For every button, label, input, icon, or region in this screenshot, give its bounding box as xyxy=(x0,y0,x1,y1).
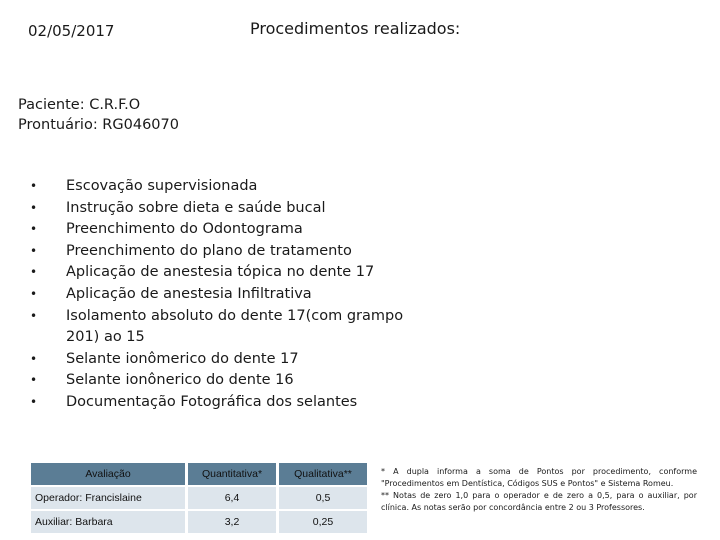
patient-name: Paciente: C.R.F.O xyxy=(18,97,141,113)
bullet-icon: • xyxy=(30,222,38,237)
cell-quantitative: 6,4 xyxy=(188,487,276,509)
procedure-text: Isolamento absoluto do dente 17(com grampo 201) ao 15 xyxy=(66,307,404,346)
bullet-icon: • xyxy=(30,308,38,323)
list-item xyxy=(30,306,430,349)
bullet-icon: • xyxy=(30,394,38,409)
cell-qualitative: 0,5 xyxy=(279,487,367,509)
list-item xyxy=(30,284,430,306)
cell-qualitative: 0,25 xyxy=(279,511,367,533)
patient-record: Prontuário: RG046070 xyxy=(18,117,179,133)
footnote-qualitative: ** Notas de zero 1,0 para o operador e de zero a 0,5, para o auxiliar, por clínica. As notas serão por concordância entre 2 ou 3 Professores. xyxy=(381,491,697,512)
procedure-list xyxy=(30,176,430,414)
header-cell-qualitative: Qualitativa** xyxy=(279,463,367,485)
list-item xyxy=(30,219,430,241)
date-label: 02/05/2017 xyxy=(28,22,115,40)
procedure-text: Preenchimento do Odontograma xyxy=(66,221,303,238)
list-item xyxy=(30,241,430,263)
table-header-row xyxy=(31,463,367,485)
list-item xyxy=(30,370,430,392)
list-item xyxy=(30,392,430,414)
bullet-icon: • xyxy=(30,200,38,215)
bullet-icon: • xyxy=(30,373,38,388)
header-cell-evaluation: Avaliação xyxy=(31,463,185,485)
procedure-text: Preenchimento do plano de tratamento xyxy=(66,242,352,259)
patient-info xyxy=(18,95,179,135)
cell-evaluator: Operador: Francislaine xyxy=(31,487,185,509)
procedure-text: Aplicação de anestesia Infiltrativa xyxy=(66,285,312,302)
cell-quantitative: 3,2 xyxy=(188,511,276,533)
procedure-text: Instrução sobre dieta e saúde bucal xyxy=(66,199,326,216)
list-item xyxy=(30,198,430,220)
table-row xyxy=(31,487,367,509)
bullet-icon: • xyxy=(30,243,38,258)
bullet-icon: • xyxy=(30,286,38,301)
footnote-quantitative: * A dupla informa a soma de Pontos por procedimento, conforme "Procedimentos em Dentística, Códigos SUS e Pontos" e Sistema Romeu. xyxy=(381,467,697,488)
procedure-text: Selante ionômerico do dente 17 xyxy=(66,350,299,367)
bullet-icon: • xyxy=(30,179,38,193)
list-item xyxy=(30,262,430,284)
procedure-text: Selante ionônerico do dente 16 xyxy=(66,372,294,389)
bullet-icon: • xyxy=(30,351,38,366)
footnotes xyxy=(381,466,697,514)
procedure-text: Documentação Fotográfica dos selantes xyxy=(66,393,358,410)
evaluation-table xyxy=(28,463,370,533)
list-item xyxy=(30,176,430,198)
page-title: Procedimentos realizados: xyxy=(250,19,461,38)
bullet-icon: • xyxy=(30,265,38,280)
list-item xyxy=(30,349,430,371)
header-cell-quantitative: Quantitativa* xyxy=(188,463,276,485)
procedure-text: Escovação supervisionada xyxy=(66,178,258,194)
procedure-text: Aplicação de anestesia tópica no dente 17 xyxy=(66,264,375,281)
table-row xyxy=(31,511,367,533)
cell-evaluator: Auxiliar: Barbara xyxy=(31,511,185,533)
